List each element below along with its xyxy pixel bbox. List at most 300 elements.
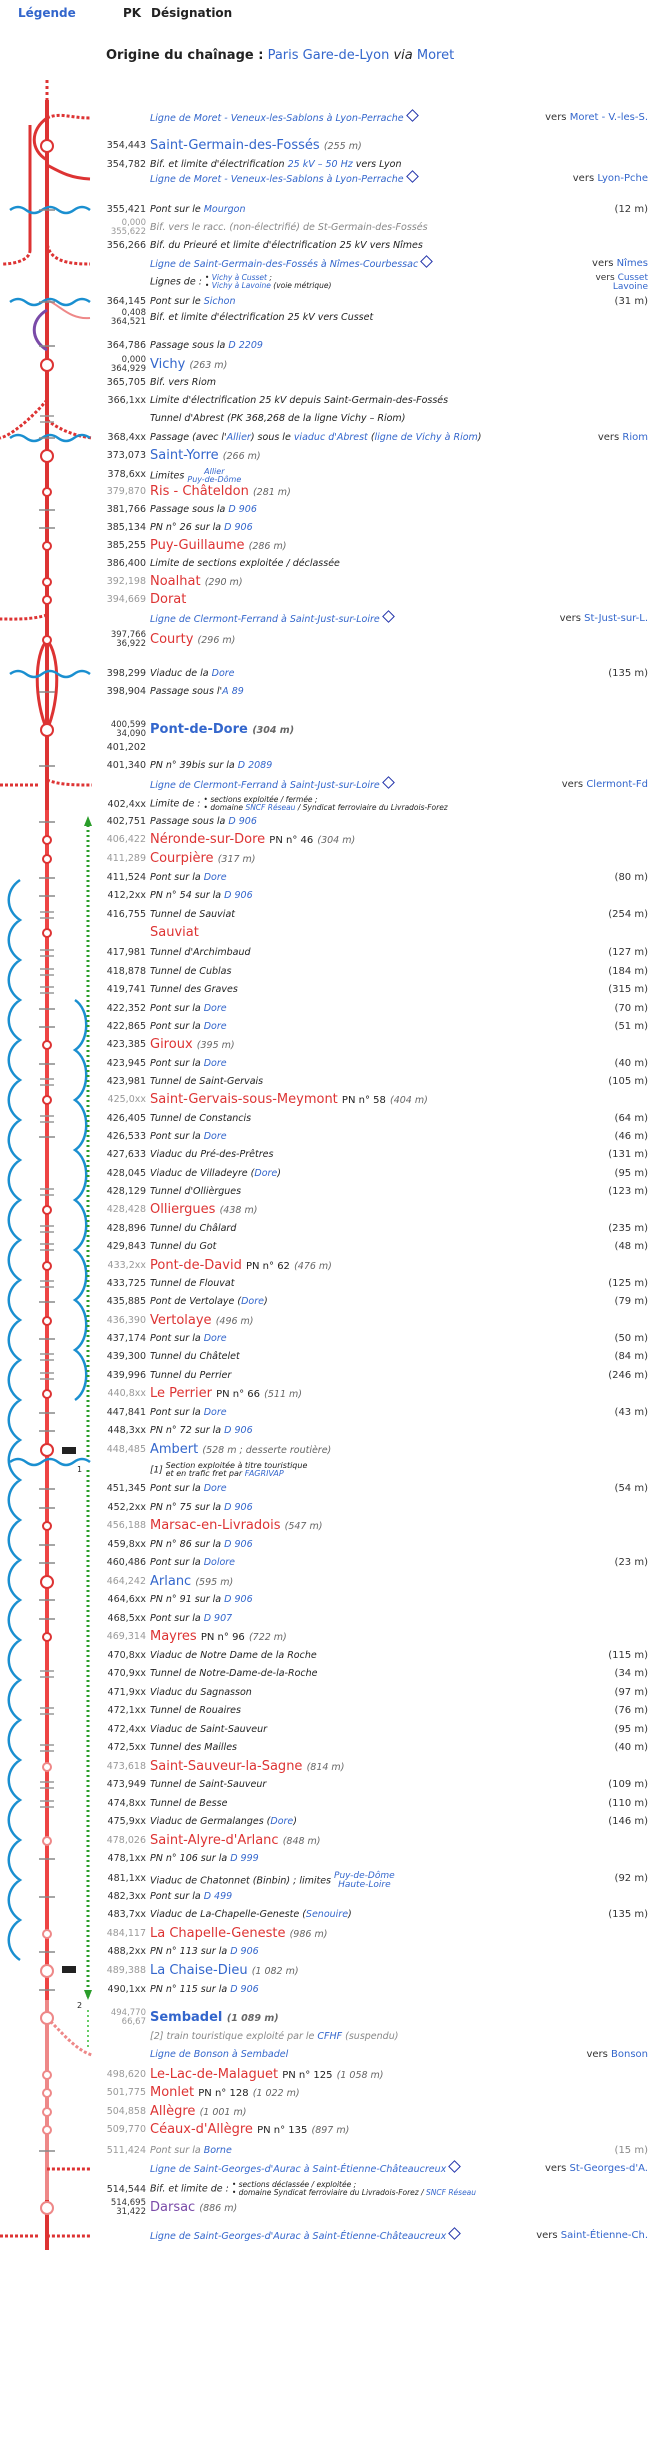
inline-link[interactable]: D 906 [224, 1594, 253, 1605]
station-marker [43, 1930, 51, 1938]
row-right-info[interactable]: vers Saint-Étienne-Ch. [536, 2230, 648, 2241]
pk-value: 459,8xx [107, 1539, 146, 1550]
station-marker [41, 359, 53, 371]
station-name: La Chaise-Dieu [150, 1963, 248, 1978]
direction-link[interactable]: St-Just-sur-L. [584, 613, 648, 624]
designation[interactable] [150, 257, 431, 272]
pk-value: 398,299 [106, 668, 146, 679]
table-row [100, 1778, 648, 1792]
designation[interactable] [150, 1093, 428, 1108]
row-right-info: (34 m) [614, 1668, 648, 1679]
inline-link[interactable]: D 906 [224, 1425, 253, 1436]
pk-value: 484,117 [106, 1928, 146, 1939]
row-right-info: (12 m) [614, 204, 648, 215]
table-row [100, 1020, 648, 1034]
inline-link[interactable]: Puy-de-Dôme [334, 1871, 395, 1881]
designation: Passage sous la D 906 [150, 504, 257, 515]
pk-value: 437,174 [106, 1333, 146, 1344]
pk-value: 411,289 [106, 853, 146, 864]
altitude: (595 m) [195, 1577, 234, 1588]
designation: Tunnel de Besse [150, 1798, 228, 1809]
table-row [100, 1593, 648, 1607]
designation[interactable] [150, 2162, 459, 2177]
pk-value: 381,766 [106, 504, 146, 515]
train-icon [62, 1447, 76, 1454]
inline-link[interactable]: Mourgon [203, 204, 246, 215]
inline-link[interactable]: Allier [204, 467, 225, 476]
table-row [100, 1964, 648, 1978]
inline-link[interactable]: FAGRIVAP [244, 1469, 284, 1478]
station-name: Allègre [150, 2104, 196, 2119]
branch-riom [0, 400, 47, 438]
station-name: Sembadel [150, 2010, 223, 2025]
inline-link[interactable]: D 906 [228, 816, 257, 827]
table-row [100, 1630, 648, 1644]
altitude: (986 m) [289, 1929, 328, 1940]
station-marker [43, 1096, 51, 1104]
designation[interactable] [150, 612, 393, 627]
pk-value: 425,0xx [107, 1094, 146, 1105]
table-row [100, 339, 648, 353]
station-marker [43, 855, 51, 863]
designation[interactable] [150, 358, 227, 373]
row-right-info: (79 m) [614, 1296, 648, 1307]
designation: Tunnel de Flouvat [150, 1278, 235, 1289]
designation[interactable] [150, 172, 417, 187]
table-row [100, 1075, 648, 1089]
station-name: Mayres [150, 1629, 197, 1644]
designation[interactable] [150, 1259, 332, 1274]
designation: Bif. et limite de : • sections déclassée / exploitée ; • domaine Syndicat ferroviaire du Livradois-Forez / SNCF Réseau [150, 2180, 477, 2197]
row-right-info: (127 m) [608, 947, 648, 958]
connecting-line-link: Ligne de Saint-Georges-d'Aurac à Saint-Étienne-Châteaucreux [150, 2164, 447, 2175]
table-row [100, 1556, 648, 1570]
table-row [100, 926, 648, 940]
station-name: Saint-Yorre [150, 448, 219, 463]
table-row [100, 295, 648, 309]
table-row [100, 376, 648, 390]
table-row [100, 1482, 648, 1496]
inline-link[interactable]: Puy-de-Dôme [187, 475, 242, 484]
designation: Viaduc du Pré-des-Prêtres [150, 1149, 274, 1160]
table-row [100, 1649, 648, 1663]
pk-value: 0,408 364,521 [110, 308, 146, 327]
designation[interactable] [150, 926, 199, 940]
row-right-info: (84 m) [614, 1351, 648, 1362]
table-row [100, 946, 648, 960]
table-row [100, 449, 648, 463]
table-row [100, 1443, 648, 1457]
direction-link[interactable]: Clermont-Fd [586, 779, 648, 790]
inline-link[interactable]: SNCF Réseau [426, 2188, 477, 2197]
station-name: Néronde-sur-Dore [150, 832, 266, 847]
altitude: (528 m ; desserte routière) [202, 1445, 332, 1456]
designation[interactable] [150, 1038, 235, 1053]
inline-link[interactable]: Dore [241, 1296, 264, 1307]
pk-value: 379,870 [106, 486, 146, 497]
altitude: (266 m) [222, 451, 261, 462]
inline-link[interactable]: D 906 [230, 1946, 259, 1957]
inline-link[interactable]: Borne [203, 2145, 232, 2156]
designation[interactable] [150, 1630, 287, 1645]
table-row [100, 1760, 648, 1774]
station-marker [43, 1633, 51, 1641]
inline-link[interactable]: CFHF [317, 2031, 343, 2042]
designation[interactable] [150, 1443, 331, 1458]
pk-value: 356,266 [106, 240, 146, 251]
inline-link[interactable]: ligne de Vichy à Riom [374, 432, 478, 443]
row-right-info: (254 m) [608, 909, 648, 920]
designation: Viaduc de Germalanges (Dore) [150, 1816, 297, 1827]
designation: PN n° 75 sur la D 906 [150, 1502, 253, 1513]
pk-value: 494,770 66,67 [110, 2008, 146, 2027]
direction-link[interactable]: Saint-Étienne-Ch. [560, 2230, 648, 2241]
row-right-info[interactable]: vers Moret - V.-les-S. [545, 112, 648, 123]
designation[interactable] [150, 633, 235, 648]
station-marker [43, 1041, 51, 1049]
table-row [100, 630, 648, 649]
pk-value: 385,255 [106, 540, 146, 551]
inline-link[interactable]: D 499 [203, 1891, 233, 1902]
designation: PN n° 26 sur la D 906 [150, 522, 253, 533]
inline-link[interactable]: Senouire [305, 1909, 349, 1920]
inline-link[interactable]: viaduc d'Abrest [293, 432, 368, 443]
connecting-line-link: Ligne de Saint-Germain-des-Fossés à Nîmes-Courbessac [150, 259, 419, 270]
inline-link[interactable]: Dore [254, 1168, 278, 1179]
designation[interactable] [150, 2048, 288, 2062]
inline-link[interactable]: Allier [226, 432, 251, 443]
line-diamond-icon [406, 170, 419, 183]
designation: Bif. vers Riom [150, 377, 217, 388]
table-row [100, 1424, 648, 1438]
inline-link[interactable]: Vichy à Cusset [211, 273, 267, 282]
origin-via: via [393, 48, 413, 63]
designation[interactable] [150, 1760, 344, 1775]
inline-link[interactable]: 25 kV – 50 Hz [287, 159, 353, 170]
river-crossing [10, 671, 90, 677]
table-row [100, 1277, 648, 1291]
row-right-info: (97 m) [614, 1687, 648, 1698]
table-row [100, 1983, 648, 1997]
table-row [100, 431, 648, 445]
origin-station-link[interactable]: Paris Gare-de-Lyon [267, 48, 390, 63]
designation[interactable] [150, 539, 286, 554]
station-name: Noalhat [150, 574, 201, 589]
designation: Tunnel d'Archimbaud [150, 947, 251, 958]
designation-header: Désignation [151, 6, 233, 20]
table-row [100, 2123, 648, 2137]
table-row [100, 1406, 648, 1420]
designation[interactable] [150, 2086, 300, 2101]
station-name: Saint-Gervais-sous-Meymont [150, 1092, 338, 1107]
designation: Lignes de : • Vichy à Cusset ; • Vichy à Lavoine (voie métrique) [150, 273, 332, 290]
inline-link[interactable]: D 907 [203, 1613, 233, 1624]
row-right-info[interactable]: vers St-Georges-d'A. [544, 2163, 648, 2174]
table-row [100, 1112, 648, 1126]
table-row [100, 139, 648, 153]
table-row [100, 557, 648, 571]
table-row [100, 158, 648, 172]
table-row [100, 172, 648, 186]
table-row [100, 908, 648, 922]
inline-link[interactable]: Dore [203, 1058, 227, 1069]
designation[interactable] [150, 2201, 237, 2216]
inline-link[interactable]: SNCF Réseau [245, 803, 296, 812]
row-right-info[interactable]: vers Riom [597, 432, 648, 443]
row-right-info[interactable]: vers Nîmes [592, 258, 648, 269]
designation[interactable] [150, 2123, 349, 2138]
table-row [100, 1667, 648, 1681]
pk-value: 426,405 [106, 1113, 146, 1124]
table-row [100, 852, 648, 866]
station-name: Le Perrier [150, 1386, 212, 1401]
designation: Pont sur la Dore [150, 1021, 227, 1032]
inline-link[interactable]: Dore [211, 668, 235, 679]
row-right-info[interactable]: vers St-Just-sur-L. [559, 613, 648, 624]
designation: Pont sur la Dore [150, 1407, 227, 1418]
station-name: Saint-Alyre-d'Arlanc [150, 1833, 279, 1848]
inline-link[interactable]: D 906 [224, 1502, 253, 1513]
route-diagram [0, 0, 95, 2454]
designation[interactable] [150, 139, 362, 154]
inline-link[interactable]: Dore [203, 1021, 227, 1032]
designation: Tunnel du Châlard [150, 1223, 237, 1234]
inline-link[interactable]: Dore [203, 1407, 227, 1418]
line-diamond-icon [406, 109, 419, 122]
row-right-info: (131 m) [608, 1149, 648, 1160]
origin-via-station-link[interactable]: Moret [416, 48, 455, 63]
row-right-info: (40 m) [614, 1742, 648, 1753]
direction-link[interactable]: St-Georges-d'A. [569, 2163, 648, 2174]
pk-value: 366,1xx [107, 395, 146, 406]
designation: Tunnel de Constancis [150, 1113, 252, 1124]
station-marker [41, 2012, 53, 2024]
designation[interactable] [150, 778, 393, 793]
pk-value: 416,755 [106, 909, 146, 920]
row-right-info[interactable]: vers Cusset Lavoine [595, 273, 648, 292]
designation[interactable] [150, 1519, 322, 1534]
designation: Limite de : • sections exploitée / fermée ; • domaine SNCF Réseau / Syndicat ferroviaire du Livradois-Forez [150, 795, 448, 812]
designation: Tunnel du Perrier [150, 1370, 232, 1381]
inline-link[interactable]: D 906 [228, 504, 257, 515]
station-name: Vichy [150, 357, 186, 372]
table-row [100, 273, 648, 292]
table-row [100, 2198, 648, 2217]
altitude: (722 m) [248, 1632, 287, 1643]
altitude: (547 m) [284, 1521, 323, 1532]
row-right-info: (235 m) [608, 1223, 648, 1234]
row-right-info: (184 m) [608, 966, 648, 977]
direction-link[interactable]: Bonson [611, 2049, 648, 2060]
inline-link[interactable]: D 906 [224, 522, 253, 533]
inline-link[interactable]: D 906 [224, 1539, 253, 1550]
inline-link[interactable]: Vichy à Lavoine [211, 281, 271, 290]
branch-stjust [0, 615, 47, 619]
pk-value: 354,443 [106, 140, 146, 151]
inline-link[interactable]: Dore [270, 1816, 294, 1827]
row-right-info: (123 m) [608, 1186, 648, 1197]
designation[interactable] [150, 1203, 257, 1218]
table-row [100, 521, 648, 535]
inline-link[interactable]: D 906 [230, 1984, 259, 1995]
station-name: Giroux [150, 1037, 193, 1052]
pk-value: 394,669 [106, 594, 146, 605]
inline-link[interactable]: Sichon [203, 296, 236, 307]
designation: Bif. et limite d'électrification 25 kV vers Cusset [150, 312, 374, 323]
designation[interactable] [150, 723, 294, 738]
table-row [100, 741, 648, 755]
station-marker [43, 596, 51, 604]
pk-value: 428,045 [106, 1168, 146, 1179]
altitude: (511 m) [264, 1389, 302, 1400]
table-row [100, 2180, 648, 2197]
designation[interactable] [150, 1575, 233, 1590]
table-row [100, 1871, 648, 1890]
designation[interactable] [150, 2105, 246, 2120]
designation: Passage sous la D 2209 [150, 340, 263, 351]
station-name: Ambert [150, 1442, 199, 1457]
designation[interactable] [150, 2229, 459, 2244]
designation[interactable] [150, 852, 256, 867]
station-name: Dorat [150, 592, 187, 607]
pk-value: 417,981 [106, 947, 146, 958]
row-right-info[interactable]: vers Bonson [586, 2049, 648, 2060]
direction-link[interactable]: Moret - V.-les-S. [569, 112, 648, 123]
designation[interactable] [150, 1927, 327, 1942]
inline-link[interactable]: Dolore [203, 1557, 236, 1568]
inline-link[interactable]: Dore [203, 872, 227, 883]
station-marker [43, 836, 51, 844]
river-dore-right [75, 1000, 86, 1400]
direction-link[interactable]: Lyon-Pche [597, 173, 648, 184]
row-right-info: (125 m) [608, 1278, 648, 1289]
level-crossing: PN n° 58 [341, 1095, 386, 1106]
designation[interactable] [150, 1964, 299, 1979]
inline-link[interactable]: D 999 [230, 1853, 259, 1864]
station-name: Darsac [150, 2200, 196, 2215]
branch [47, 240, 90, 264]
table-row [100, 1538, 648, 1552]
altitude: (1 058 m) [336, 2070, 384, 2081]
designation: Viaduc de Notre Dame de la Roche [150, 1650, 317, 1661]
altitude: (814 m) [306, 1762, 345, 1773]
designation: Viaduc de La-Chapelle-Geneste (Senouire) [150, 1909, 352, 1920]
table-row [100, 1130, 648, 1144]
pk-value: 0,000 355,622 [110, 218, 146, 237]
pk-value: 426,533 [106, 1131, 146, 1142]
designation: Viaduc de Saint-Sauveur [150, 1724, 268, 1735]
designation: Pont sur la Dore [150, 1003, 227, 1014]
pk-value: 489,388 [106, 1965, 146, 1976]
pk-value: 470,9xx [107, 1668, 146, 1679]
designation[interactable] [150, 2068, 384, 2083]
direction-link[interactable]: Nîmes [616, 258, 648, 269]
station-marker [43, 929, 51, 937]
altitude: (263 m) [189, 360, 228, 371]
inline-link[interactable]: Haute-Loire [338, 1880, 391, 1890]
station-marker [43, 1390, 51, 1398]
row-right-info: (15 m) [614, 2145, 648, 2156]
inline-link[interactable]: Dore [203, 1131, 227, 1142]
inline-link[interactable]: Dore [203, 1003, 227, 1014]
designation[interactable] [150, 575, 243, 590]
designation[interactable] [150, 449, 261, 464]
row-right-info[interactable]: vers Lyon-Pche [572, 173, 648, 184]
designation: Pont sur le Sichon [150, 296, 236, 307]
designation: Tunnel des Graves [150, 984, 238, 995]
designation[interactable] [150, 111, 417, 126]
pk-value: 411,524 [106, 872, 146, 883]
row-right-info[interactable]: vers Clermont-Fd [561, 779, 648, 790]
designation: Tunnel de Sauviat [150, 909, 235, 920]
designation: PN n° 113 sur la D 906 [150, 1946, 259, 1957]
table-row [100, 1741, 648, 1755]
pk-value: 423,385 [106, 1039, 146, 1050]
designation: Bif. et limite d'électrification 25 kV – 50 Hz vers Lyon [150, 159, 402, 170]
table-row [100, 795, 648, 812]
pk-value: 464,6xx [107, 1594, 146, 1605]
designation[interactable] [150, 485, 291, 500]
row-right-info: (48 m) [614, 1241, 648, 1252]
inline-link[interactable]: D 906 [224, 890, 253, 901]
inline-link[interactable]: Dore [203, 1333, 227, 1344]
designation[interactable] [150, 1387, 302, 1402]
table-row [100, 394, 648, 408]
designation[interactable] [150, 1314, 254, 1329]
pk-value: 452,2xx [107, 1502, 146, 1513]
altitude: (317 m) [217, 854, 256, 865]
line-diamond-icon [382, 776, 395, 789]
pk-value: 401,202 [106, 742, 146, 753]
arrow-icon [84, 816, 92, 826]
designation: Tunnel de Rouaires [150, 1705, 241, 1716]
designation: Pont sur la Dore [150, 1333, 227, 1344]
designation[interactable] [150, 833, 355, 848]
inline-link[interactable]: D 2209 [228, 340, 263, 351]
altitude: (290 m) [204, 577, 243, 588]
inline-link[interactable]: D 2089 [237, 760, 273, 771]
designation[interactable] [150, 2011, 279, 2026]
table-row [100, 1148, 648, 1162]
designation: Viaduc de Chatonnet (Binbin) ; limites Puy-de-Dôme Haute-Loire [150, 1871, 395, 1890]
designation: Pont sur la Dore [150, 1058, 227, 1069]
table-row [100, 1852, 648, 1866]
designation[interactable] [150, 593, 186, 607]
altitude: (886 m) [199, 2203, 238, 2214]
pk-value: 472,1xx [107, 1705, 146, 1716]
pk-value: 514,695 31,422 [110, 2198, 146, 2217]
table-row [100, 685, 648, 699]
legend-header: Légende [18, 6, 76, 20]
pk-value: 392,198 [106, 576, 146, 587]
designation: Tunnel de Notre-Dame-de-la-Roche [150, 1668, 318, 1679]
designation: Limites Allier Puy-de-Dôme [150, 467, 242, 484]
pk-value: 447,841 [106, 1407, 146, 1418]
pk-value: 402,751 [106, 816, 146, 827]
designation: Viaduc de Villadeyre (Dore) [150, 1168, 281, 1179]
designation[interactable] [150, 1834, 321, 1849]
row-right-info: (246 m) [608, 1370, 648, 1381]
altitude: (395 m) [196, 1040, 235, 1051]
table-row [100, 667, 648, 681]
station-marker [43, 1522, 51, 1530]
inline-link[interactable]: Dore [203, 1483, 227, 1494]
pk-value: 488,2xx [107, 1946, 146, 1957]
table-row [100, 2144, 648, 2158]
inline-link[interactable]: A 89 [222, 686, 244, 697]
diagram-layer [0, 80, 92, 2250]
direction-link[interactable]: Riom [622, 432, 648, 443]
